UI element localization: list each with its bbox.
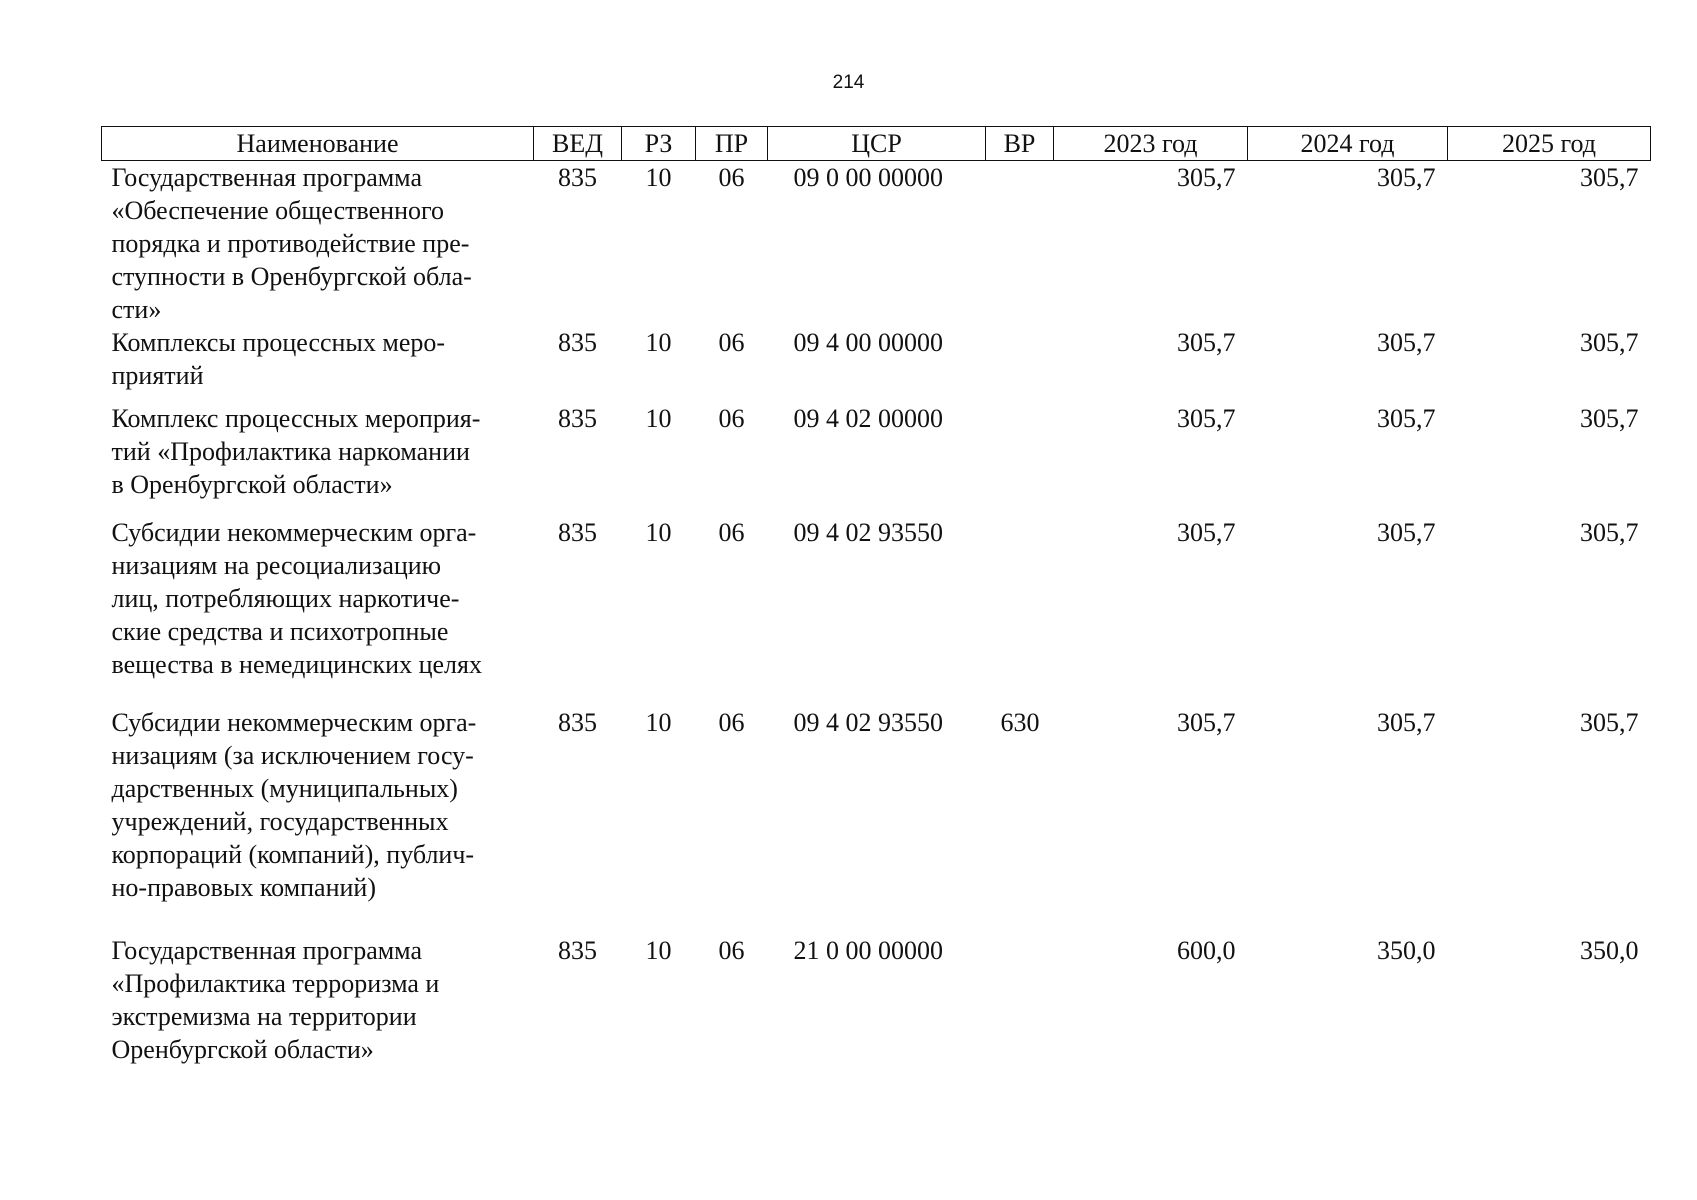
row-name-line: сти» — [111, 295, 162, 324]
row-name-cell — [102, 516, 534, 706]
budget-table — [101, 126, 1651, 1074]
row-ved-cell: 835 — [558, 328, 597, 357]
row-ved-cell: 835 — [558, 518, 597, 547]
row-csr-cell: 09 4 00 00000 — [793, 328, 943, 357]
row-name-line: дарственных (муниципальных) — [111, 774, 458, 803]
row-name-line: лиц, потребляющих наркотиче- — [111, 584, 460, 613]
column-header-name: Наименование — [102, 127, 534, 161]
row-name-line: порядка и противодействие пре- — [111, 229, 470, 258]
row-rz-cell: 10 — [645, 404, 672, 433]
row-2024-cell: 305,7 — [1377, 404, 1436, 433]
row-2025-cell: 305,7 — [1580, 708, 1639, 737]
column-header-vr: ВР — [986, 127, 1054, 161]
row-name-line: Оренбургской области» — [111, 1035, 374, 1064]
row-name-line: корпораций (компаний), публич- — [111, 840, 475, 869]
row-2023-cell: 305,7 — [1177, 404, 1236, 433]
row-name-line: Комплекс процессных мероприя- — [111, 404, 481, 433]
table-row — [102, 706, 1651, 934]
row-csr-cell: 09 4 02 93550 — [793, 708, 943, 737]
row-ved-cell: 835 — [558, 936, 597, 965]
row-vr-cell — [986, 934, 1054, 1074]
row-pr-cell: 06 — [718, 163, 745, 192]
row-name-line: Комплексы процессных меро- — [111, 328, 446, 357]
row-2024-cell: 305,7 — [1377, 518, 1436, 547]
column-header-csr: ЦСР — [768, 127, 986, 161]
table-row — [102, 402, 1651, 516]
row-name-line: «Профилактика терроризма и — [111, 969, 440, 998]
row-rz-cell: 10 — [645, 163, 672, 192]
row-name-cell — [102, 326, 534, 402]
row-ved-cell: 835 — [558, 163, 597, 192]
row-name-line: но-правовых компаний) — [111, 873, 376, 902]
row-vr-cell — [986, 161, 1054, 327]
row-pr-cell: 06 — [718, 936, 745, 965]
row-rz-cell: 10 — [645, 936, 672, 965]
column-header-2025: 2025 год — [1448, 127, 1651, 161]
row-2023-cell: 305,7 — [1177, 163, 1236, 192]
row-name-line: Субсидии некоммерческим орга- — [111, 708, 477, 737]
row-2024-cell: 350,0 — [1377, 936, 1436, 965]
table-row — [102, 326, 1651, 402]
row-name-cell — [102, 934, 534, 1074]
row-csr-cell: 09 4 02 93550 — [793, 518, 943, 547]
row-pr-cell: 06 — [718, 328, 745, 357]
table-header-row — [102, 127, 1651, 161]
page-number: 214 — [832, 72, 865, 93]
row-name-line: приятий — [111, 361, 204, 390]
row-csr-cell: 09 4 02 00000 — [793, 404, 943, 433]
table-row — [102, 934, 1651, 1074]
column-header-ved: ВЕД — [534, 127, 622, 161]
row-csr-cell: 21 0 00 00000 — [793, 936, 943, 965]
row-name-line: «Обеспечение общественного — [111, 196, 445, 225]
row-name-cell — [102, 161, 534, 327]
row-name-line: тий «Профилактика наркомании — [111, 437, 470, 466]
row-name-line: ские средства и психотропные — [111, 617, 449, 646]
row-vr-cell — [986, 516, 1054, 706]
row-name-line: низациям (за исключением госу- — [111, 741, 474, 770]
row-vr-cell: 630 — [1000, 708, 1040, 737]
row-2025-cell: 305,7 — [1580, 404, 1639, 433]
row-rz-cell: 10 — [645, 518, 672, 547]
row-2023-cell: 305,7 — [1177, 708, 1236, 737]
row-2025-cell: 350,0 — [1580, 936, 1639, 965]
row-name-line: экстремизма на территории — [111, 1002, 417, 1031]
row-2025-cell: 305,7 — [1580, 518, 1639, 547]
row-name-line: ступности в Оренбургской обла- — [111, 262, 472, 291]
column-header-2024: 2024 год — [1248, 127, 1448, 161]
row-name-line: в Оренбургской области» — [111, 470, 393, 499]
column-header-2023: 2023 год — [1054, 127, 1248, 161]
row-2023-cell: 305,7 — [1177, 328, 1236, 357]
row-vr-cell — [986, 326, 1054, 402]
table-row — [102, 516, 1651, 706]
row-ved-cell: 835 — [558, 404, 597, 433]
row-rz-cell: 10 — [645, 328, 672, 357]
row-name-line: Государственная программа — [111, 163, 423, 192]
row-name-cell — [102, 402, 534, 516]
column-header-pr: ПР — [696, 127, 768, 161]
row-2023-cell: 305,7 — [1177, 518, 1236, 547]
row-2025-cell: 305,7 — [1580, 163, 1639, 192]
row-pr-cell: 06 — [718, 518, 745, 547]
row-name-line: учреждений, государственных — [111, 807, 449, 836]
row-rz-cell: 10 — [645, 708, 672, 737]
row-name-line: вещества в немедицинских целях — [111, 650, 482, 679]
row-2024-cell: 305,7 — [1377, 328, 1436, 357]
row-name-line: низациям на ресоциализацию — [111, 551, 442, 580]
row-name-cell — [102, 706, 534, 934]
row-vr-cell — [986, 402, 1054, 516]
row-2024-cell: 305,7 — [1377, 708, 1436, 737]
row-name-line: Субсидии некоммерческим орга- — [111, 518, 477, 547]
row-pr-cell: 06 — [718, 708, 745, 737]
table-row — [102, 161, 1651, 327]
row-2023-cell: 600,0 — [1177, 936, 1236, 965]
row-csr-cell: 09 0 00 00000 — [793, 163, 943, 192]
row-2025-cell: 305,7 — [1580, 328, 1639, 357]
column-header-rz: РЗ — [622, 127, 696, 161]
row-ved-cell: 835 — [558, 708, 597, 737]
row-name-line: Государственная программа — [111, 936, 423, 965]
row-pr-cell: 06 — [718, 404, 745, 433]
row-2024-cell: 305,7 — [1377, 163, 1436, 192]
